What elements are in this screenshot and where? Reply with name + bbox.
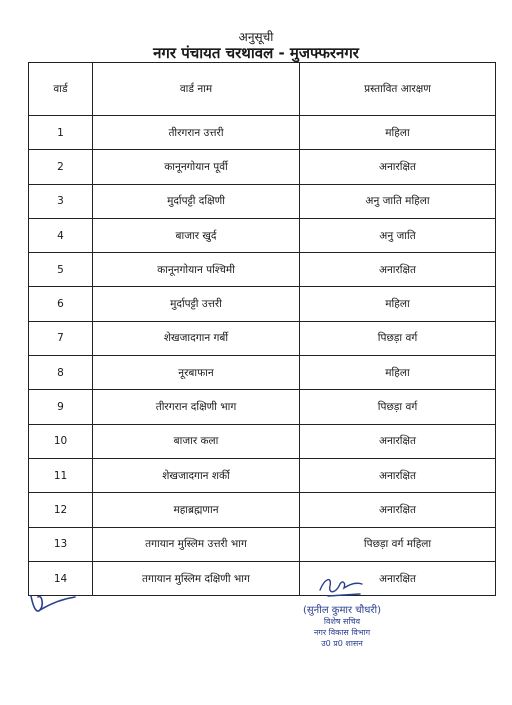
table-body: [29, 116, 496, 596]
schedule-label: अनुसूची: [238, 30, 274, 44]
ward-name-cell: कानूनगोयान पूर्वी: [93, 150, 300, 184]
ward-number-cell: 14: [29, 561, 93, 595]
table-row: [29, 218, 496, 252]
reservation-cell: अनारक्षित: [300, 458, 496, 492]
reservation-cell: अनारक्षित: [300, 561, 496, 595]
column-header-ward-name: वार्ड नाम: [93, 63, 300, 116]
ward-name-cell: तगायान मुस्लिम दक्षिणी भाग: [93, 561, 300, 595]
table-row: [29, 424, 496, 458]
ward-number-cell: 2: [29, 150, 93, 184]
ward-number-cell: 9: [29, 390, 93, 424]
ward-name-cell: तीरगरान उत्तरी: [93, 116, 300, 150]
reservation-cell: अनु जाति: [300, 218, 496, 252]
table-row: [29, 184, 496, 218]
ward-number-cell: 1: [29, 116, 93, 150]
ward-number-cell: 8: [29, 356, 93, 390]
signatory-department: नगर विकास विभाग: [313, 628, 371, 637]
reservation-cell: महिला: [300, 356, 496, 390]
signatory-block: [262, 602, 422, 649]
ward-name-cell: बाजार कला: [93, 424, 300, 458]
ward-name-cell: शेखजादगान शर्की: [93, 458, 300, 492]
reservation-cell: अनारक्षित: [300, 253, 496, 287]
table-row: [29, 493, 496, 527]
table-row: [29, 253, 496, 287]
ward-number-cell: 13: [29, 527, 93, 561]
table-header-row: [29, 63, 496, 116]
document-title: नगर पंचायत चरथावल - मुजफ्फरनगर: [153, 44, 359, 62]
table-row: [29, 356, 496, 390]
ward-name-cell: कानूनगोयान पश्चिमी: [93, 253, 300, 287]
reservation-cell: अनु जाति महिला: [300, 184, 496, 218]
ward-name-cell: तगायान मुस्लिम उत्तरी भाग: [93, 527, 300, 561]
ward-name-cell: बाजार खुर्द: [93, 218, 300, 252]
reservation-cell: अनारक्षित: [300, 493, 496, 527]
column-header-reservation: प्रस्तावित आरक्षण: [300, 63, 496, 116]
ward-name-cell: महाब्रह्मणान: [93, 493, 300, 527]
reservation-cell: महिला: [300, 287, 496, 321]
ward-name-cell: नूरबाफान: [93, 356, 300, 390]
column-header-ward: वार्ड: [29, 63, 93, 116]
table-row: [29, 527, 496, 561]
ward-name-cell: मुर्दापट्टी उत्तरी: [93, 287, 300, 321]
signatory-name: (सुनील कुमार चौधरी): [303, 605, 381, 616]
signatory-government: उ0 प्र0 शासन: [321, 639, 363, 648]
ward-reservation-table: [28, 62, 496, 596]
ward-number-cell: 11: [29, 458, 93, 492]
ward-name-cell: मुर्दापट्टी दक्षिणी: [93, 184, 300, 218]
ward-number-cell: 5: [29, 253, 93, 287]
reservation-cell: पिछड़ा वर्ग महिला: [300, 527, 496, 561]
handwritten-signature: [270, 572, 430, 602]
ward-number-cell: 4: [29, 218, 93, 252]
ward-number-cell: 10: [29, 424, 93, 458]
table-row: [29, 321, 496, 355]
table-row: [29, 390, 496, 424]
ward-name-cell: तीरगरान दक्षिणी भाग: [93, 390, 300, 424]
reservation-cell: अनारक्षित: [300, 150, 496, 184]
reservation-cell: पिछड़ा वर्ग: [300, 390, 496, 424]
handwritten-initial-signature: [28, 588, 78, 618]
ward-number-cell: 6: [29, 287, 93, 321]
ward-name-cell: शेखजादगान गर्बी: [93, 321, 300, 355]
table-row: [29, 287, 496, 321]
table-row: [29, 458, 496, 492]
reservation-cell: महिला: [300, 116, 496, 150]
reservation-cell: अनारक्षित: [300, 424, 496, 458]
ward-number-cell: 3: [29, 184, 93, 218]
reservation-cell: पिछड़ा वर्ग: [300, 321, 496, 355]
signatory-designation: विशेष सचिव: [323, 617, 361, 626]
table-row: [29, 150, 496, 184]
ward-number-cell: 7: [29, 321, 93, 355]
table-row: [29, 116, 496, 150]
ward-number-cell: 12: [29, 493, 93, 527]
